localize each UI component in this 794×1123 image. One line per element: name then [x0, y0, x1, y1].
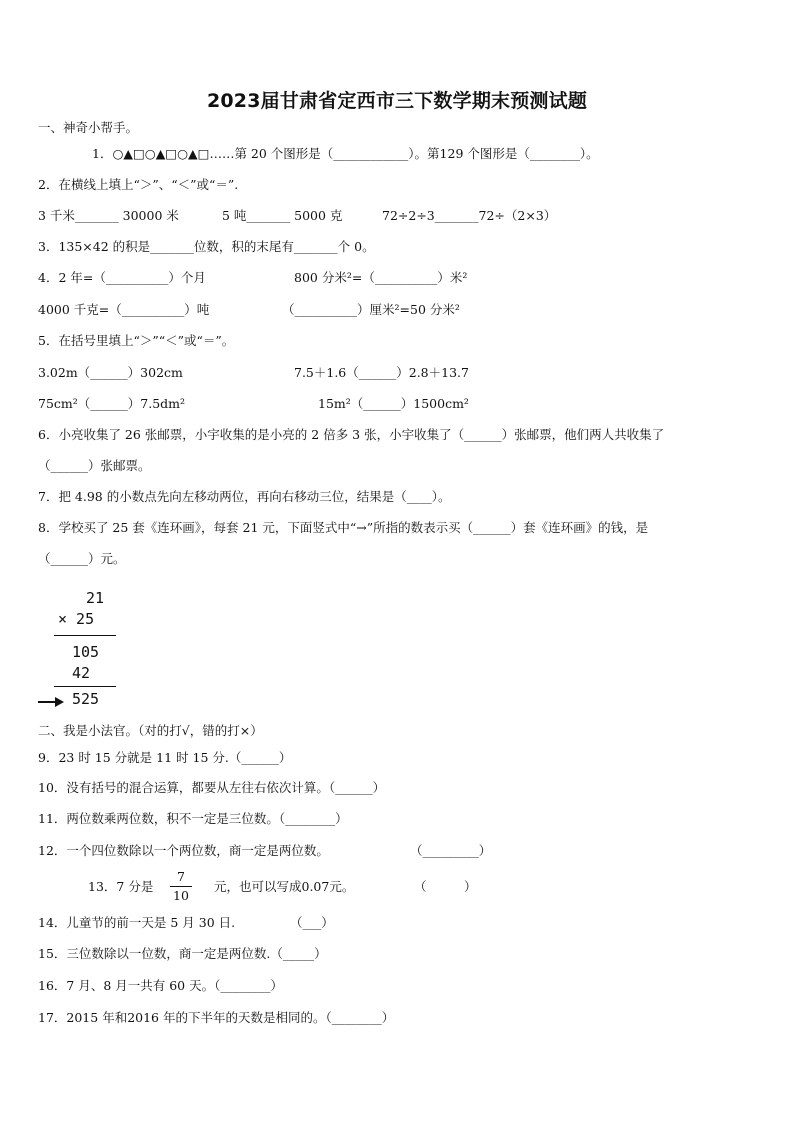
- question-4-d: （__________）厘米²=50 分米²: [282, 302, 460, 317]
- fraction-bar: [170, 886, 192, 887]
- fraction-denominator: 10: [173, 888, 189, 903]
- question-10: 10．没有括号的混合运算，都要从左往右依次计算。（______）: [38, 780, 386, 795]
- question-5: 5．在括号里填上“＞”“＜”或“＝”。: [38, 333, 235, 348]
- question-14-blank: （___）: [290, 915, 334, 930]
- question-2-item-2: 5 吨_______ 5000 克: [222, 208, 343, 223]
- question-13-blank: （ ）: [414, 879, 477, 894]
- question-12-blank: （_________）: [410, 843, 492, 858]
- calc-line-2: [54, 686, 116, 687]
- question-5-item-3: 75cm²（______）7.5dm²: [38, 396, 186, 411]
- question-2-item-3: 72÷2÷3_______72÷（2×3）: [382, 208, 557, 223]
- page-title: 2023届甘肃省定西市三下数学期末预测试题: [206, 90, 588, 112]
- question-14: 14．儿童节的前一天是 5 月 30 日.: [38, 915, 236, 930]
- question-4-a: 4．2 年=（__________）个月: [38, 270, 206, 285]
- question-13-suffix: 元，也可以写成0.07元。: [214, 879, 355, 894]
- question-16: 16．7 月、8 月一共有 60 天。（________）: [38, 978, 283, 993]
- arrow-right-icon: [55, 697, 64, 707]
- question-7: 7．把 4.98 的小数点先向左移动两位，再向右移动三位，结果是（____）。: [38, 489, 451, 504]
- section-heading-1: 一、神奇小帮手。: [38, 120, 139, 135]
- question-6-line-2: （______）张邮票。: [38, 458, 151, 473]
- calc-partial-2: 42: [72, 664, 91, 682]
- calc-multiplicand: 21: [86, 589, 105, 607]
- calc-multiplier: × 25: [58, 610, 95, 628]
- question-11: 11．两位数乘两位数，积不一定是三位数。（________）: [38, 811, 348, 826]
- question-17: 17．2015 年和2016 年的下半年的天数是相同的。（________）: [38, 1010, 395, 1025]
- question-8-line-2: （______）元。: [38, 551, 126, 566]
- arrow-shaft: [38, 701, 56, 703]
- question-3: 3．135×42 的积是_______位数，积的末尾有_______个 0。: [38, 239, 375, 254]
- section-heading-2: 二、我是小法官。（对的打√，错的打×）: [38, 723, 263, 738]
- question-2: 2．在横线上填上“＞”、“＜”或“＝”.: [38, 177, 239, 192]
- question-5-item-4: 15m²（______）1500cm²: [318, 396, 469, 411]
- question-15: 15．三位数除以一位数，商一定是两位数.（_____）: [38, 946, 327, 961]
- question-1: 1．○▲□○▲□○▲□……第 20 个图形是（____________）。第129 个图形是（________）。: [92, 146, 599, 161]
- calc-partial-1: 105: [72, 643, 100, 661]
- question-9: 9．23 时 15 分就是 11 时 15 分.（______）: [38, 750, 292, 765]
- calc-line-1: [54, 635, 116, 636]
- question-13-prefix: 13．7 分是: [88, 879, 154, 894]
- question-4-c: 4000 千克=（__________）吨: [38, 302, 210, 317]
- question-5-item-1: 3.02m（______）302cm: [38, 365, 183, 380]
- question-12: 12．一个四位数除以一个两位数，商一定是两位数。: [38, 843, 329, 858]
- question-8-line-1: 8．学校买了 25 套《连环画》，每套 21 元，下面竖式中“→”所指的数表示买（______）套《连环画》的钱，是: [38, 520, 649, 535]
- question-5-item-2: 7.5＋1.6（______）2.8＋13.7: [294, 365, 469, 380]
- question-2-item-1: 3 千米_______ 30000 米: [38, 208, 179, 223]
- question-6-line-1: 6．小亮收集了 26 张邮票，小宇收集的是小亮的 2 倍多 3 张，小宇收集了（______）张邮票，他们两人共收集了: [38, 427, 665, 442]
- fraction-numerator: 7: [177, 869, 185, 884]
- calc-result: 525: [72, 690, 100, 708]
- question-4-b: 800 分米²=（__________）米²: [294, 270, 468, 285]
